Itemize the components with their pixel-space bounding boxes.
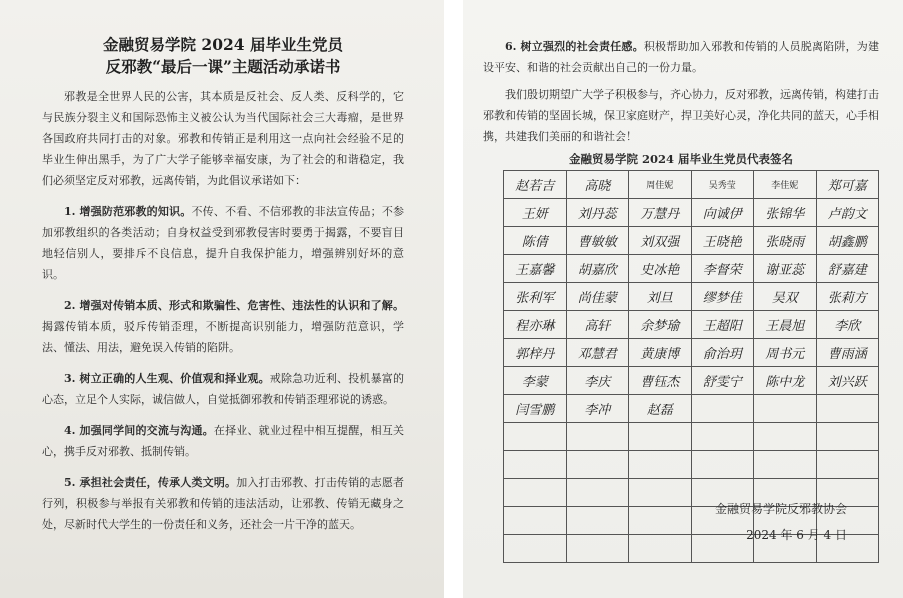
signature-row: [504, 227, 879, 255]
pledge-item-4-head: 4. 加强同学间的交流与沟通。: [64, 424, 214, 437]
signature-cell: [629, 451, 692, 479]
signature-cell: 郭梓丹: [504, 339, 567, 367]
signature-row: [504, 311, 879, 339]
signature-cell: [566, 535, 629, 563]
signature-cell: 高晓: [566, 171, 629, 199]
signature-row: [504, 423, 879, 451]
signature-cell: 吴秀莹: [691, 171, 754, 199]
signature-cell: 胡嘉欣: [566, 255, 629, 283]
signature-cell: 王超阳: [691, 311, 754, 339]
signature-cell: 李庆: [566, 367, 629, 395]
signature-row: [504, 395, 879, 423]
signature-cell: [691, 535, 754, 563]
signature-cell: 吴双: [754, 283, 817, 311]
signature-cell: 郑可嘉: [816, 171, 879, 199]
signature-cell: 俞治玥: [691, 339, 754, 367]
signature-cell: 李督荣: [691, 255, 754, 283]
pledge-item-2-body: 揭露传销本质，驳斥传销歪理，不断提高识别能力，增强防范意识，学法、懂法、用法，避免误入传销的陷阱。: [42, 320, 404, 354]
signature-cell: 谢亚蕊: [754, 255, 817, 283]
pledge-page-left: [0, 0, 444, 598]
signature-cell: [691, 423, 754, 451]
signature-cell: 刘双强: [629, 227, 692, 255]
signature-cell: 史冰艳: [629, 255, 692, 283]
signature-cell: [504, 451, 567, 479]
signature-cell: [504, 535, 567, 563]
signature-cell: [754, 423, 817, 451]
signature-cell: 胡鑫鹏: [816, 227, 879, 255]
signature-cell: [816, 423, 879, 451]
signature-cell: 周书元: [754, 339, 817, 367]
signature-cell: 刘兴跃: [816, 367, 879, 395]
pledge-item-1: [42, 201, 404, 285]
pledge-item-6-head: 6. 树立强烈的社会责任感。: [505, 40, 644, 53]
signature-cell: 万慧丹: [629, 199, 692, 227]
pledge-item-2: [42, 295, 404, 358]
pledge-item-3-body: 戒除急功近利、投机暴富的心态，立足个人实际，诚信做人，自觉抵御邪教和传销歪理邪说的诱惑。: [42, 372, 405, 406]
pledge-item-5: [42, 472, 404, 535]
signature-cell: [566, 507, 629, 535]
signature-cell: 李佳妮: [754, 171, 817, 199]
pledge-item-6-body: 积极帮助加入邪教和传销的人员脱离陷阱，为建设平安、和谐的社会贡献出自己的一份力量。: [483, 40, 880, 74]
signature-cell: [566, 423, 629, 451]
pledge-item-5-body: 加入打击邪教、打击传销的志愿者行列，积极参与举报有关邪教和传销的违法活动，让邪教、传销无藏身之处，尽新时代大学生的一份责任和义务，还社会一片干净的蓝天。: [42, 476, 405, 531]
closing-paragraph: 我们殷切期望广大学子积极参与，齐心协力，反对邪教，远离传销，构建打击邪教和传销的坚固长城，保卫家庭财产，捍卫美好心灵，净化共同的蓝天，心手相携，共建我们美丽的和谐社会！: [483, 88, 879, 143]
signature-cell: [566, 479, 629, 507]
signature-cell: [691, 451, 754, 479]
pledge-item-3-head: 3. 树立正确的人生观、价值观和择业观。: [64, 372, 270, 385]
signature-row: [504, 171, 879, 199]
signature-cell: 卢韵文: [816, 199, 879, 227]
signature-row: [504, 451, 879, 479]
pledge-item-3: [42, 368, 404, 410]
signature-cell: [629, 479, 692, 507]
signature-cell: [816, 395, 879, 423]
pledge-item-4: [42, 420, 404, 462]
signature-cell: 赵磊: [629, 395, 692, 423]
signature-cell: 陈中龙: [754, 367, 817, 395]
signature-cell: 李蒙: [504, 367, 567, 395]
signature-cell: 余梦瑜: [629, 311, 692, 339]
signature-cell: 程亦琳: [504, 311, 567, 339]
signature-cell: [629, 535, 692, 563]
signature-cell: 王嘉馨: [504, 255, 567, 283]
signature-cell: 张锦华: [754, 199, 817, 227]
signature-row: [504, 199, 879, 227]
signature-cell: [754, 451, 817, 479]
signature-cell: [566, 451, 629, 479]
signature-row: [504, 283, 879, 311]
signature-row: [504, 339, 879, 367]
pledge-item-5-head: 5. 承担社会责任，传承人类文明。: [64, 476, 237, 489]
pledge-item-4-body: 在择业、就业过程中相互提醒，相互关心，携手反对邪教、抵制传销。: [42, 424, 405, 458]
signature-row: [504, 255, 879, 283]
signature-cell: 邓慧君: [566, 339, 629, 367]
signature-cell: 刘旦: [629, 283, 692, 311]
signature-cell: 王晓艳: [691, 227, 754, 255]
signature-cell: 曹钰杰: [629, 367, 692, 395]
signature-cell: 张莉方: [816, 283, 879, 311]
intro-paragraph: 邪教是全世界人民的公害，其本质是反社会、反人类、反科学的，它与民族分裂主义和国际恐怖主义被公认为当代国际社会三大毒瘤，是世界各国政府共同打击的对象。邪教和传销正是利用这一点向社会经验不足的毕业生伸出黑手，为了广大学子能够幸福安康，为了社会的和谐稳定，我们必须坚定反对邪教，远离传销，为此倡议承诺如下：: [42, 90, 404, 187]
signature-cell: [629, 507, 692, 535]
signature-cell: 陈倩: [504, 227, 567, 255]
signature-cell: 向诚伊: [691, 199, 754, 227]
signature-row: [504, 367, 879, 395]
signature-cell: 李冲: [566, 395, 629, 423]
signature-cell: [504, 423, 567, 451]
pledge-item-1-head: 1. 增强防范邪教的知识。: [64, 205, 192, 218]
signature-cell: [504, 507, 567, 535]
signature-cell: [629, 423, 692, 451]
signature-cell: 周佳妮: [629, 171, 692, 199]
signature-cell: 张晓雨: [754, 227, 817, 255]
signature-cell: 王晨旭: [754, 311, 817, 339]
pledge-item-6: [483, 36, 879, 78]
footer-date: 2024 年 6 月 4 日: [746, 528, 847, 542]
signature-cell: 舒嘉建: [816, 255, 879, 283]
signature-cell: 赵若吉: [504, 171, 567, 199]
title-line-1: 金融贸易学院 2024 届毕业生党员: [103, 35, 343, 54]
signature-cell: 曹敏敏: [566, 227, 629, 255]
signature-cell: [816, 451, 879, 479]
signature-cell: 李欣: [816, 311, 879, 339]
signature-cell: [754, 395, 817, 423]
footer-organization: 金融贸易学院反邪教协会: [714, 502, 847, 516]
pledge-item-2-head: 2. 增强对传销本质、形式和欺骗性、危害性、违法性的认识和了解。: [64, 299, 404, 312]
signature-cell: 缪梦佳: [691, 283, 754, 311]
signature-cell: 高轩: [566, 311, 629, 339]
pledge-page-right: [463, 0, 903, 598]
signature-cell: 尚佳蒙: [566, 283, 629, 311]
signature-table-title: 金融贸易学院 2024 届毕业生党员代表签名: [568, 152, 793, 166]
signature-cell: 王妍: [504, 199, 567, 227]
signature-cell: 张利军: [504, 283, 567, 311]
signature-cell: 黄康博: [629, 339, 692, 367]
pledge-item-1-body: 不传、不看、不信邪教的非法宣传品；不参加邪教组织的各类活动；自身权益受到邪教侵害时要勇于揭露，不要盲目地轻信别人，要排斥不良信息，提升自我保护能力，增强辨别好坏的意识。: [42, 205, 405, 281]
signature-cell: 刘丹蕊: [566, 199, 629, 227]
signature-cell: 闫雪鹏: [504, 395, 567, 423]
signature-cell: [691, 395, 754, 423]
signature-cell: [504, 479, 567, 507]
title-line-2: 反邪教“最后一课”主题活动承诺书: [105, 57, 341, 76]
signature-cell: 舒雯宁: [691, 367, 754, 395]
signature-cell: 曹雨涵: [816, 339, 879, 367]
